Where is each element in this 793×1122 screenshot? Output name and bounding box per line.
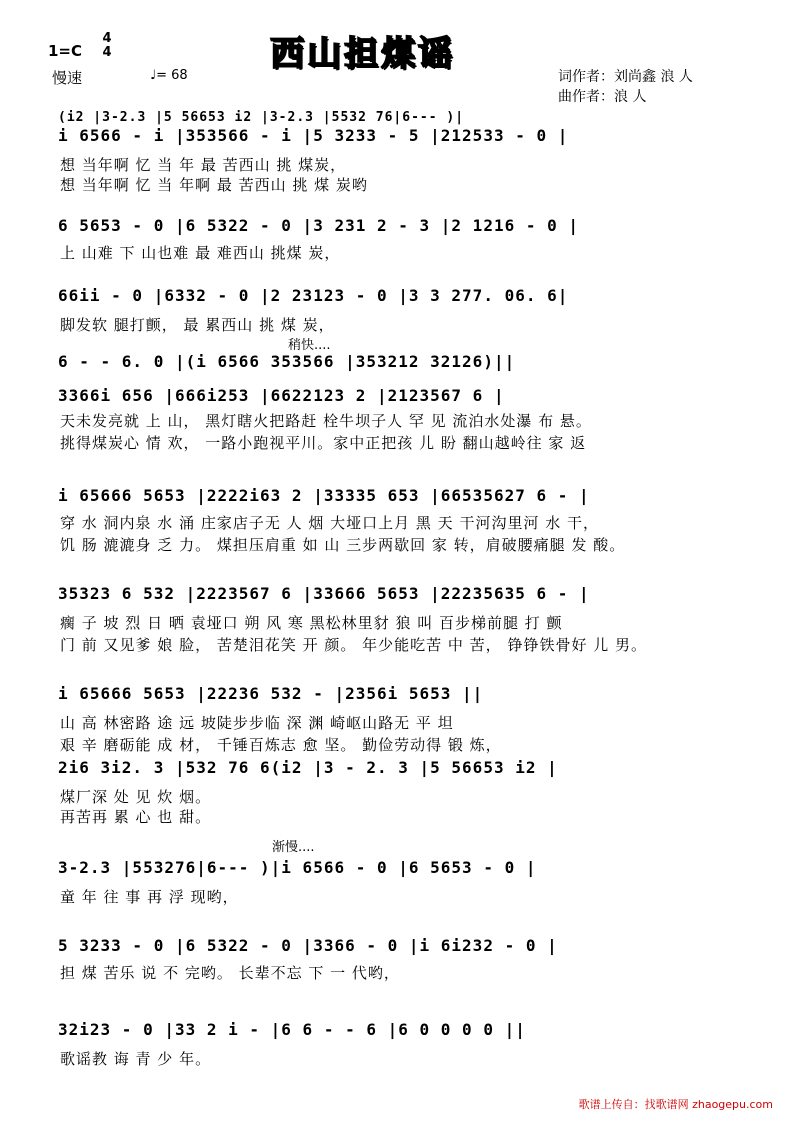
notation-row: 2i6 3i2. 3 |532 76 6(i2 |3 - 2. 3 |5 56653 i2 | bbox=[58, 758, 558, 777]
notation-row: 3-2.3 |553276|6--- )|i 6566 - 0 |6 5653 - 0 | bbox=[58, 858, 537, 877]
notation-row: i 65666 5653 |22236 532 - |2356i 5653 || bbox=[58, 684, 484, 703]
lyric-line: 山 高 林密路 途 远 坡陡步步临 深 渊 崎岖山路无 平 坦 bbox=[60, 714, 454, 732]
lyric-line: 歌谣教 诲 青 少 年。 bbox=[60, 1050, 212, 1068]
lyric-line: 担 煤 苦乐 说 不 完哟。 长辈不忘 下 一 代哟， bbox=[60, 964, 400, 982]
notation-row: 66ii - 0 |6332 - 0 |2 23123 - 0 |3 3 277. 06. 6| bbox=[58, 286, 569, 305]
composer: 曲作者：浪 人 bbox=[558, 89, 647, 105]
lyric-line: 想 当年啊 忆 当 年啊 最 苦西山 挑 煤 炭哟 bbox=[60, 176, 368, 194]
notation-row: 32i23 - 0 |33 2 i - |6 6 - - 6 |6 0 0 0 0 || bbox=[58, 1020, 526, 1039]
notation-row: 6 5653 - 0 |6 5322 - 0 |3 231 2 - 3 |2 1216 - 0 | bbox=[58, 216, 580, 235]
lyric-line: 脚发软 腿打颤， 最 累西山 挑 煤 炭， bbox=[60, 316, 335, 334]
lyric-line: 瘸 子 坡 烈 日 晒 袁垭口 朔 风 寒 黑松林里豺 狼 叫 百步梯前腿 打 颤 bbox=[60, 614, 563, 632]
lyric-line: 童 年 往 事 再 浮 现哟， bbox=[60, 888, 239, 906]
time-bottom: 4 bbox=[102, 45, 112, 60]
notation-row: 6 - - 6. 0 |(i 6566 353566 |353212 32126)|| bbox=[58, 352, 516, 371]
notation-row: 3366i 656 |666i253 |6622123 2 |2123567 6 | bbox=[58, 386, 505, 405]
lyric-line: 艰 辛 磨砺能 成 材， 千锤百炼志 愈 坚。 勤俭劳动得 锻 炼， bbox=[60, 736, 502, 754]
tempo: 慢速 bbox=[52, 69, 83, 87]
notation-row: (i2 |3-2.3 |5 56653 i2 |3-2.3 |5532 76|6--- )| bbox=[58, 110, 465, 125]
notation-row: i 65666 5653 |2222i63 2 |33335 653 |66535627 6 - | bbox=[58, 486, 590, 505]
time-signature bbox=[100, 32, 114, 60]
tempo-change-faster: 稍快.... bbox=[288, 338, 331, 353]
bpm: ♩= 68 bbox=[150, 68, 188, 83]
notation-row: i 6566 - i |353566 - i |5 3233 - 5 |212533 - 0 | bbox=[58, 126, 569, 145]
lyric-line: 天未发亮就 上 山， 黑灯瞎火把路赶 栓牛坝子人 罕 见 流泊水处瀑 布 悬。 bbox=[60, 412, 592, 430]
key-signature: 1=C bbox=[48, 42, 83, 60]
lyric-line: 挑得煤炭心 情 欢， 一路小跑视平川。家中正把孩 儿 盼 翻山越岭往 家 返 bbox=[60, 434, 587, 452]
lyric-line: 上 山难 下 山也难 最 难西山 挑煤 炭， bbox=[60, 244, 341, 262]
lyric-line: 想 当年啊 忆 当 年 最 苦西山 挑 煤炭， bbox=[60, 156, 347, 174]
time-top: 4 bbox=[102, 31, 112, 46]
lyricist: 词作者：刘尚鑫 浪 人 bbox=[558, 69, 693, 85]
lyric-line: 饥 肠 漉漉身 乏 力。 煤担压肩重 如 山 三步两歇回 家 转，肩破腰痛腿 发 酸。 bbox=[60, 536, 626, 554]
notation-row: 35323 6 532 |2223567 6 |33666 5653 |22235635 6 - | bbox=[58, 584, 590, 603]
tempo-change-slower: 渐慢.... bbox=[272, 840, 315, 855]
lyric-line: 穿 水 洞内泉 水 涌 庄家店子无 人 烟 大垭口上月 黑 天 干河沟里河 水 干， bbox=[60, 514, 599, 532]
source-footer: 歌谱上传自：找歌谱网 zhaogepu.com bbox=[578, 1098, 773, 1111]
lyric-line: 再苦再 累 心 也 甜。 bbox=[60, 808, 212, 826]
lyric-line: 煤厂深 处 见 炊 烟。 bbox=[60, 788, 212, 806]
notation-row: 5 3233 - 0 |6 5322 - 0 |3366 - 0 |i 6i232 - 0 | bbox=[58, 936, 558, 955]
lyric-line: 门 前 又见爹 娘 脸， 苦楚泪花笑 开 颜。 年少能吃苦 中 苦， 铮铮铁骨好 儿 男。 bbox=[60, 636, 647, 654]
page-title: 西山担煤谣 bbox=[270, 34, 455, 74]
